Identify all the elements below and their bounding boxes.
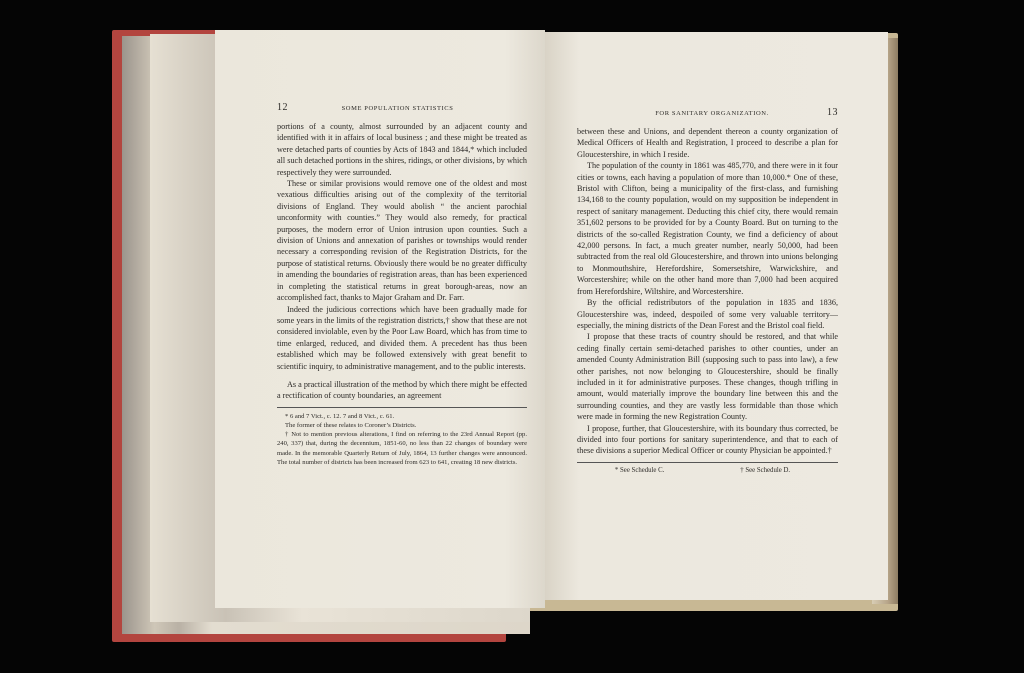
right-page-number: 13 bbox=[826, 107, 838, 118]
right-page bbox=[545, 32, 888, 600]
footnote: * See Schedule C. bbox=[614, 466, 665, 474]
right-running-title: FOR SANITARY ORGANIZATION. bbox=[655, 110, 769, 117]
paragraph: By the official redistributors of the population in 1835 and 1836, Gloucestershire was, indeed, despoiled of some very valuable territory—especially, the mining districts of the Dean Forest and the Bristol coal field. bbox=[577, 298, 838, 330]
footnote-rule bbox=[277, 407, 527, 408]
footnote: The former of these relates to Coroner’s Districts. bbox=[285, 421, 417, 429]
paragraph: The population of the county in 1861 was 485,770, and there were in it four cities or towns, each having a population of more than 10,000.* One of these, Bristol with Clifton, being a municipality of the first-class, and furnishing 134,168 to the county population, would on my supposition be independent in respect of sanitary management. Deducting this chief city, there would remain 351,602 persons to be provided for by a County Board. But on turning to the districts of the so-called Registration County, we find a deficiency of about 42,000 persons. In fact, a much greater number, nearly 50,000, had been subtracted from the real old Gloucestershire, and thrown into unions belonging to Monmouthshire, Herefordshire, Somersetshire, Warwickshire, and Worcestershire; while on the other hand more than 7,000 had been acquired from Herefordshire, Wiltshire, and Worcestershire. bbox=[577, 161, 838, 296]
right-footnotes bbox=[577, 467, 838, 474]
left-running-title: SOME POPULATION STATISTICS bbox=[341, 105, 454, 112]
paragraph: between these and Unions, and dependent thereon a county organization of Medical Officers of Health and Registration, I proceed to describe a plan for Gloucestershire, in which I reside. bbox=[577, 127, 838, 159]
paragraph: Indeed the judicious corrections which have been gradually made for some years in the limits of the registration districts,† show that these are not considered inviolable, even by the Poor Law Board, which has from time to time enlarged, reduced, and divided them. A precedent has thus been established which may be followed extensively with great benefit to scientific inquiry, to administrative management, and to the public interests. bbox=[277, 304, 527, 371]
paragraph: As a practical illustration of the method by which there might be effected a rectification of county boundaries, an agreement bbox=[277, 379, 527, 401]
right-running-head bbox=[577, 107, 838, 118]
paragraph: portions of a county, almost surrounded by an adjacent county and identified with it in affairs of local business ; and these might be treated as were detached parts of counties by Acts of 1843 and 1844,* which included all such detached portions in the shires, ridings, or other divisions, by which respectively they were surrounded. bbox=[277, 122, 527, 177]
left-page-number: 12 bbox=[277, 102, 288, 113]
footnote: † Not to mention previous alterations, I find on referring to the 23rd Annual Report (pp. 240, 337) that, during the decennium, 1851-60, no less than 22 changes of boundary were made. In the memorable Quarterly Return of July, 1864, 13 further changes were announced. The total number of districts has been increased from 623 to 641, creating 18 new districts. bbox=[277, 431, 527, 466]
paragraph: I propose that these tracts of country should be restored, and that while ceding finally certain semi-detached parishes to other counties, under an amended County Administration Bill (supposing such to pass into law), a few other parishes, not now belonging to Gloucestershire, should be finally included in it for administrative purposes. These changes, though trifling in amount, would materially improve the boundary line between this and the surrounding counties, and they are vastly less formidable than those which were made in forming the new Registration County. bbox=[577, 332, 838, 422]
footnote: † See Schedule D. bbox=[740, 466, 791, 474]
paragraph: I propose, further, that Gloucestershire, with its boundary thus corrected, be divided into four portions for sanitary superintendence, and that to each of these divisions a superior Medical Officer or county Physician be appointed.† bbox=[577, 423, 838, 456]
left-body-text bbox=[277, 121, 527, 402]
footnote: * 6 and 7 Vict., c. 12. 7 and 8 Vict., c. 61. bbox=[285, 412, 395, 420]
footnote-rule bbox=[577, 462, 838, 463]
right-body-text bbox=[577, 126, 838, 457]
left-page bbox=[215, 30, 545, 608]
left-footnotes bbox=[277, 412, 527, 467]
left-running-head bbox=[277, 102, 527, 113]
paragraph: These or similar provisions would remove one of the oldest and most vexatious difficulties arising out of the complexity of the territorial divisions of England. They would abolish “ the ancient parochial unconformity with counties.” They would also remedy, for practical purposes, the modern error of Union intrusion upon counties. Such a division of Unions and annexation of parishes or townships would render necessary a corresponding revision of the Registration Districts, for the purpose of statistical returns. Obviously there would be no greater difficulty in amending the boundaries of registration areas, than has been experienced in completing the statistical returns in great borough-areas, now an accomplished fact, thanks to Major Graham and Dr. Farr. bbox=[277, 179, 527, 303]
